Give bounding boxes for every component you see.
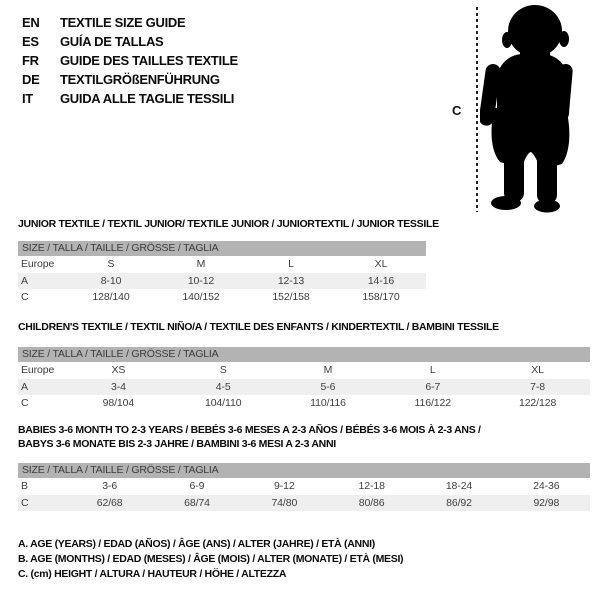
table-title xyxy=(18,423,590,463)
row-value: 62/68 xyxy=(96,496,123,509)
row-label: Europe xyxy=(21,258,55,270)
row-value: 140/152 xyxy=(182,291,220,303)
footnote-a: A. AGE (YEARS) / EDAD (AÑOS) / ÂGE (ANS) / ALTER (JAHRE) / ETÀ (ANNI) xyxy=(18,538,375,550)
language-row-fr xyxy=(22,51,238,70)
footnotes xyxy=(18,537,403,582)
row-value: 92/98 xyxy=(533,496,560,509)
row-label: A xyxy=(21,274,28,287)
height-measure-line xyxy=(476,7,478,212)
row-label: B xyxy=(21,480,28,492)
row-value: L xyxy=(288,258,294,270)
row-value: 152/158 xyxy=(272,291,310,303)
row-value: 3-6 xyxy=(102,480,118,492)
table-junior-textile xyxy=(18,217,439,306)
size-header-bar: SIZE / TALLA / TAILLE / GRÖSSE / TAGLIA xyxy=(18,241,426,256)
table-title xyxy=(18,320,590,347)
language-row-en xyxy=(22,13,238,32)
row-value: 12-18 xyxy=(358,480,385,492)
row-value: M xyxy=(196,258,206,270)
row-value: 9-12 xyxy=(274,480,295,492)
row-value: 7-8 xyxy=(530,380,546,393)
row-value: 10-12 xyxy=(187,274,215,287)
height-measure-label: C xyxy=(452,103,462,118)
language-label: TEXTILGRÖßENFÜHRUNG xyxy=(60,72,220,87)
table-row-c xyxy=(18,289,426,306)
footnote-c: C. (cm) HEIGHT / ALTURA / HAUTEUR / HÖHE / ALTEZZA xyxy=(18,568,287,580)
language-code: EN xyxy=(22,15,40,30)
table-title-line: BABIES 3-6 MONTH TO 2-3 YEARS / BEBÉS 3-6 MESES A 2-3 AÑOS / BÉBÉS 3-6 MOIS À 2-3 ANS / xyxy=(18,424,481,436)
row-value: S xyxy=(107,258,115,270)
row-value: 8-10 xyxy=(100,274,122,287)
row-value: 5-6 xyxy=(320,380,336,393)
row-value: 4-5 xyxy=(215,380,231,393)
row-value: 86/92 xyxy=(446,496,472,509)
row-value: XS xyxy=(111,364,126,376)
row-value: L xyxy=(429,364,436,376)
table-title xyxy=(18,217,439,241)
table-babies-textile xyxy=(18,423,590,511)
row-value: XL xyxy=(374,258,388,270)
row-value: 3-4 xyxy=(110,380,126,393)
row-value: 6-9 xyxy=(189,480,205,492)
row-value: 68/74 xyxy=(184,496,210,509)
row-value: 24-36 xyxy=(533,480,560,492)
table-row-c xyxy=(18,395,590,412)
language-list xyxy=(22,13,238,108)
language-row-it xyxy=(22,89,238,108)
table-row-a xyxy=(18,273,426,290)
table-title-line: BABYS 3-6 MONATE BIS 2-3 JAHRE / BAMBINI 3-6 MESI A 2-3 ANNI xyxy=(18,438,336,450)
row-value: 104/110 xyxy=(204,397,242,409)
table-row-europe xyxy=(18,256,426,273)
row-value: 158/170 xyxy=(362,291,400,303)
row-label: C xyxy=(21,291,29,303)
row-value: 110/116 xyxy=(310,397,346,409)
language-code: IT xyxy=(22,91,33,106)
table-title-line: JUNIOR TEXTILE / TEXTIL JUNIOR/ TEXTILE JUNIOR / JUNIORTEXTIL / JUNIOR TESSILE xyxy=(18,218,439,230)
row-value: XL xyxy=(531,364,544,376)
row-value: 80/86 xyxy=(358,496,385,509)
language-row-de xyxy=(22,70,238,89)
footnote-b: B. AGE (MONTHS) / EDAD (MESES) / ÂGE (MOIS) / ALTER (MONATE) / ETÀ (MESI) xyxy=(18,553,404,565)
table-row-a xyxy=(18,379,590,396)
row-label: A xyxy=(21,380,28,393)
row-value: S xyxy=(219,364,227,376)
language-code: ES xyxy=(22,34,39,49)
size-header-bar: SIZE / TALLA / TAILLE / GRÖSSE / TAGLIA xyxy=(18,463,590,478)
table-row-c xyxy=(18,495,590,512)
row-label: C xyxy=(21,397,29,409)
language-label: GUÍA DE TALLAS xyxy=(60,34,164,49)
table-title-line: CHILDREN'S TEXTILE / TEXTIL NIÑO/A / TEXTILE DES ENFANTS / KINDERTEXTIL / BAMBINI TESSILE xyxy=(18,321,499,333)
language-label: TEXTILE SIZE GUIDE xyxy=(60,15,186,30)
row-value: 18-24 xyxy=(445,480,473,492)
table-row-b xyxy=(18,478,590,495)
row-value: 116/122 xyxy=(414,397,452,409)
row-value: 12-13 xyxy=(277,274,305,287)
row-value: 98/104 xyxy=(102,397,135,409)
table-childrens-textile xyxy=(18,320,590,412)
row-value: 14-16 xyxy=(367,274,395,287)
row-value: 6-7 xyxy=(425,380,441,393)
language-code: DE xyxy=(22,72,40,87)
table-row-europe xyxy=(18,362,590,379)
row-value: 74/80 xyxy=(271,496,298,509)
row-value: M xyxy=(323,364,333,376)
language-label: GUIDE DES TAILLES TEXTILE xyxy=(60,53,238,68)
row-label: Europe xyxy=(21,364,55,376)
row-value: 122/128 xyxy=(518,397,557,409)
row-label: C xyxy=(21,496,29,509)
language-code: FR xyxy=(22,53,39,68)
language-label: GUIDA ALLE TAGLIE TESSILI xyxy=(60,91,235,106)
baby-silhouette-icon xyxy=(480,4,580,214)
size-header-bar: SIZE / TALLA / TAILLE / GRÖSSE / TAGLIA xyxy=(18,347,590,362)
language-row-es xyxy=(22,32,238,51)
row-value: 128/140 xyxy=(92,291,130,303)
